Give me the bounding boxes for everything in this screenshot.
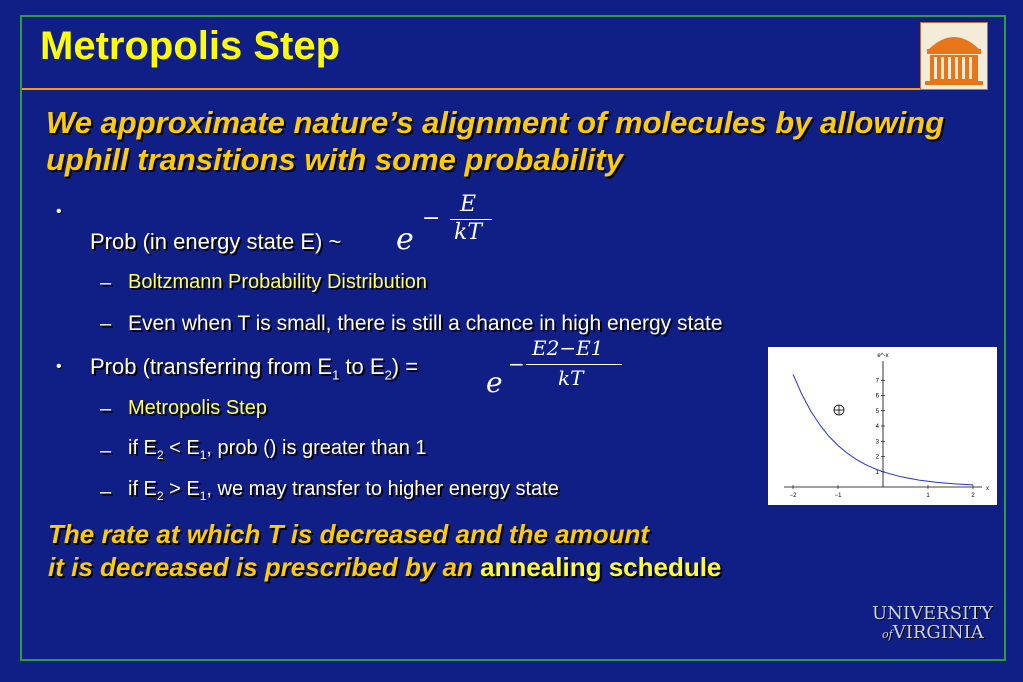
y-tick-label: 7 xyxy=(875,378,879,385)
formula-sign: − xyxy=(508,352,525,376)
slide-title: Metropolis Step xyxy=(40,24,341,68)
x-tick-label: −1 xyxy=(834,493,842,499)
text: < E xyxy=(163,437,200,459)
text: if E xyxy=(128,478,157,500)
formula-sign: − xyxy=(422,206,441,231)
uva-wordmark xyxy=(872,604,993,644)
sub-metropolis-step: Metropolis Step xyxy=(128,397,267,419)
subscript: 1 xyxy=(332,367,340,383)
text: , prob () is greater than 1 xyxy=(206,437,427,459)
sub-lower-energy-case xyxy=(128,437,427,462)
uva-virginia: VIRGINIA xyxy=(892,622,984,643)
fraction-bar xyxy=(526,364,622,365)
closing-line-2 xyxy=(48,551,721,584)
text: Prob (transferring from E xyxy=(90,354,333,379)
dash-marker: – xyxy=(100,481,112,503)
y-tick-label: 5 xyxy=(875,408,879,415)
x-tick-label: 2 xyxy=(971,493,975,499)
formula-denominator: kT xyxy=(454,220,483,245)
plot-title: e^-x xyxy=(877,353,889,359)
uva-line-university: UNIVERSITY xyxy=(872,603,994,624)
formula-numerator: E xyxy=(460,192,477,217)
formula-base: e xyxy=(486,366,503,399)
rotunda-logo-icon xyxy=(920,22,988,90)
closing-statement xyxy=(48,518,721,584)
dash-marker: – xyxy=(100,272,112,294)
text: , we may transfer to higher energy state xyxy=(206,478,559,500)
x-tick-label: −2 xyxy=(789,493,797,499)
uva-of: of xyxy=(882,628,893,641)
x-axis-label: x xyxy=(986,486,989,492)
closing-line-1: The rate at which T is decreased and the amount xyxy=(48,519,650,549)
bullet-marker: • xyxy=(56,203,62,220)
uva-line-virginia xyxy=(872,623,993,644)
plot-canvas xyxy=(768,347,997,505)
y-tick-label: 4 xyxy=(875,424,879,430)
subscript: 1 xyxy=(199,489,207,503)
sub-boltzmann-distribution: Boltzmann Probability Distribution xyxy=(128,271,428,293)
formula-numerator: E2−E1 xyxy=(532,336,604,360)
title-divider xyxy=(22,88,932,90)
dash-marker: – xyxy=(100,440,112,462)
y-tick-label: 1 xyxy=(875,469,879,476)
bullet-prob-transfer xyxy=(90,354,418,382)
y-tick-label: 3 xyxy=(875,439,879,446)
text: ) = xyxy=(391,354,419,379)
exp-decay-plot xyxy=(768,347,997,505)
dash-marker: – xyxy=(100,398,112,420)
subscript: 2 xyxy=(156,489,164,503)
annealing-schedule-highlight: annealing schedule xyxy=(480,552,722,582)
y-tick-label: 6 xyxy=(875,393,879,400)
text: it is decreased is prescribed by an xyxy=(48,552,473,582)
x-tick-label: 1 xyxy=(926,493,930,499)
subscript: 2 xyxy=(156,448,164,462)
sub-higher-energy-case xyxy=(128,478,559,503)
y-tick-label: 2 xyxy=(875,454,879,461)
text: if E xyxy=(128,437,157,459)
bullet-prob-energy-state: Prob (in energy state E) ~ xyxy=(90,229,342,254)
formula-base: e xyxy=(396,222,414,257)
dash-marker: – xyxy=(100,313,112,335)
text: > E xyxy=(163,478,200,500)
text: to E xyxy=(339,354,385,379)
subscript: 2 xyxy=(384,367,392,383)
formula-denominator: kT xyxy=(558,366,584,390)
subscript: 1 xyxy=(199,448,207,462)
bullet-marker: • xyxy=(56,358,62,375)
sub-small-t-chance: Even when T is small, there is still a chance in high energy state xyxy=(128,312,723,335)
intro-statement: We approximate nature’s alignment of molecules by allowing uphill transitions with some probability xyxy=(46,105,945,177)
